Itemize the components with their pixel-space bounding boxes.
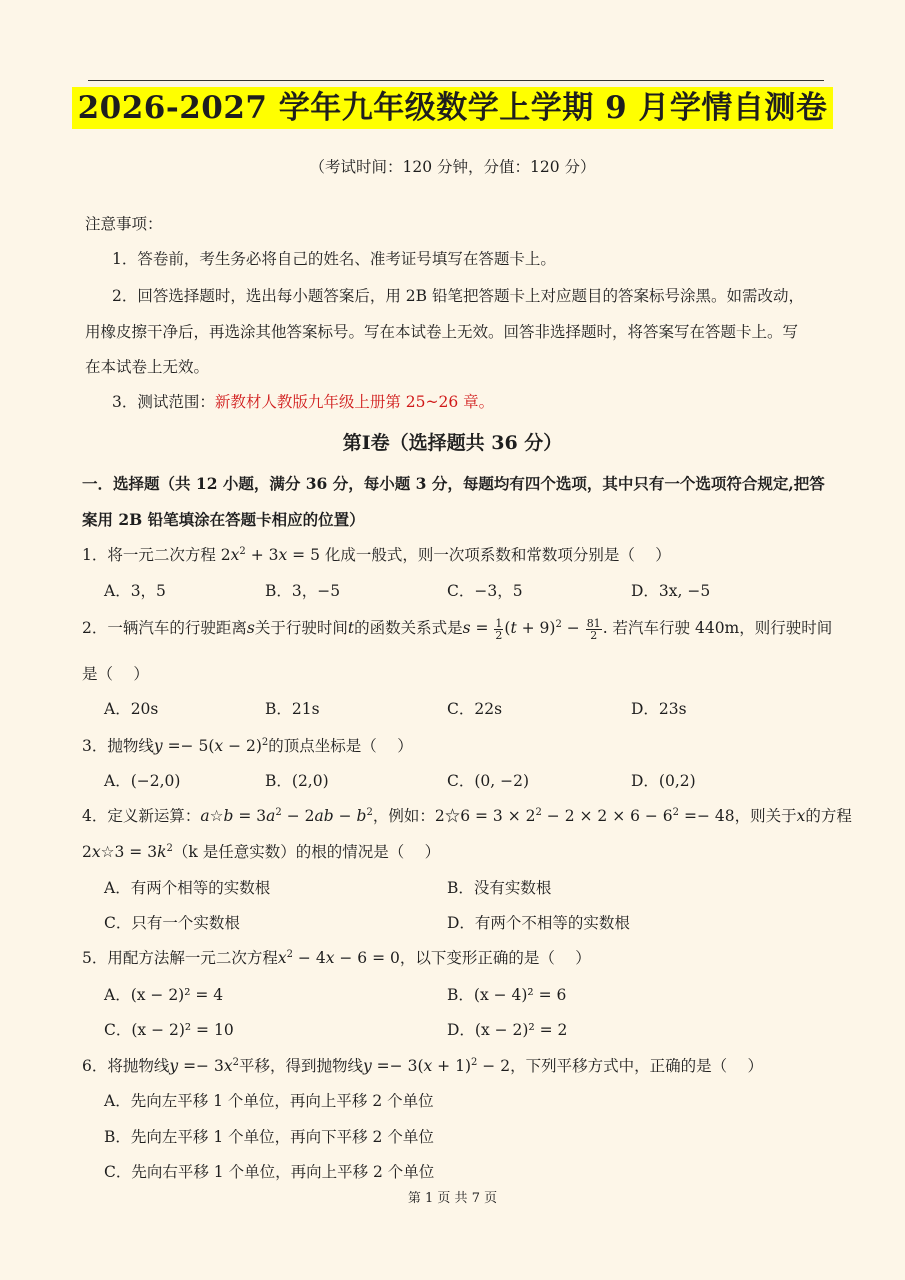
notice-item-2-line-2: 用橡皮擦干净后，再选涂其他答案标号。写在本试卷上无效。回答非选择题时，将答案写在答题卡上。写 [85,323,799,341]
part-heading-line-1 [82,472,825,494]
question-4: 4．定义新运算：a☆b = $3a^2 - 2ab - b^2$，例如：2☆6 = $3 \times 2^2 - 2 \times 2 \times 6 - 6^2 =- 48$，则关于x的方程 [82,806,852,825]
part-heading-label: 一．选择题 [82,474,160,493]
q3-option-d: D．(0,2) [631,772,696,790]
q6-target-parabola: $y =- 3(x + 1)^2 - 2$ [362,1056,511,1075]
q2-option-a: A．20s [104,700,159,718]
q2-option-c: C．22s [447,700,503,718]
q2-option-b: B．21s [265,700,320,718]
question-2: 2．一辆汽车的行驶距离s关于行驶时间t的函数关系式是s = $\frac{1}{2}$ $(t + 9)^2$ − $\frac{81}{2}$ . 若汽车行驶 440m，则行驶时间 [82,616,833,642]
q4-option-d: D．有两个不相等的实数根 [447,914,630,932]
q2-option-d: D．23s [631,700,687,718]
page-title: 2026-2027 学年九年级数学上学期 9 月学情自测卷 [72,87,834,129]
notice-item-3 [112,390,494,412]
q5-option-c: C．(x − 2)² = 10 [104,1021,234,1039]
q6-option-c: C．先向右平移 1 个单位，再向上平移 2 个单位 [104,1163,435,1181]
q5-option-b: B．(x − 4)² = 6 [447,986,567,1004]
top-rule [88,80,824,81]
q1-option-d: D．3x, −5 [631,582,711,600]
notice-item-2-line-1: 2．回答选择题时，选出每小题答案后，用 2B 铅笔把答题卡上对应题目的答案标号涂黑。如需改动， [112,287,804,305]
q4-option-b: B．没有实数根 [447,879,552,897]
notice-item-2-line-3: 在本试卷上无效。 [85,358,210,376]
notice-item-1: 1．答卷前，考生务必将自己的姓名、准考证号填写在答题卡上。 [112,250,556,268]
notice-heading: 注意事项： [85,215,163,233]
section-title: 第I卷（选择题共 36 分） [342,432,563,454]
q1-equation: $2x^2 + 3x = 5$ [220,545,320,564]
q5-option-a: A．(x − 2)² = 4 [104,986,224,1004]
q4-definition: a☆b = $3a^2 - 2ab - b^2$ [200,806,373,825]
q3-parabola: $y =- 5(x - 2)^2$ [153,736,269,755]
q6-original-parabola: $y =- 3x^2$ [169,1056,239,1075]
q5-equation: $x^2 - 4x - 6 = 0$ [277,948,400,967]
part-heading-instructions: （共 12 小题，满分 36 分，每小题 3 分，每题均有四个选项，其中只有一个选项符合规定,把答 [159,474,825,493]
q6-option-b: B．先向左平移 1 个单位，再向下平移 2 个单位 [104,1128,434,1146]
part-heading-line-2: 案用 2B 铅笔填涂在答题卡相应的位置） [82,510,365,529]
page-number: 第 1 页 共 7 页 [407,1191,498,1206]
q1-option-c: C．−3，5 [447,582,523,600]
question-3: 3．抛物线$y =- 5(x - 2)^2$的顶点坐标是（ ） [82,736,413,755]
q1-option-b: B．3，−5 [265,582,341,600]
question-5: 5．用配方法解一元二次方程$x^2 - 4x - 6 = 0$，以下变形正确的是（ ） [82,948,591,967]
q4-option-c: C．只有一个实数根 [104,914,240,932]
scope-text: 新教材人教版九年级上册第 25~26 章。 [214,393,495,411]
question-4-line-2: 2x☆3 = $3k^2(k$ 是任意实数）的根的情况是（ ） [82,842,441,861]
q5-option-d: D．(x − 2)² = 2 [447,1021,568,1039]
q3-option-c: C．(0, −2) [447,772,530,790]
q1-option-a: A．3，5 [104,582,166,600]
question-2-line-2: 是（ ） [82,665,149,683]
q4-equation: 2x☆3 = $3k^2$ [82,842,173,861]
q6-option-a: A．先向左平移 1 个单位，再向上平移 2 个单位 [104,1092,434,1110]
q4-example: 2☆6 = $3 \times 2^2 - 2 \times 2 \times 6 - 6^2 =- 48$ [434,806,735,825]
q3-option-a: A．(−2,0) [104,772,181,790]
exam-duration-score: （考试时间：120 分钟，分值：120 分） [309,158,596,176]
scope-label: 3．测试范围： [112,393,215,411]
q2-function: s = $\frac{1}{2}$ $(t + 9)^2$ − $\frac{81}{2}$ [462,616,601,642]
question-6: 6．将抛物线$y =- 3x^2$平移，得到抛物线$y =- 3(x + 1)^2 - 2$，下列平移方式中，正确的是（ ） [82,1056,764,1075]
q3-option-b: B．(2,0) [265,772,329,790]
q4-option-a: A．有两个相等的实数根 [104,879,271,897]
question-1: 1．将一元二次方程 $2x^2 + 3x = 5$ 化成一般式，则一次项系数和常数项分别是（ ） [82,545,671,564]
